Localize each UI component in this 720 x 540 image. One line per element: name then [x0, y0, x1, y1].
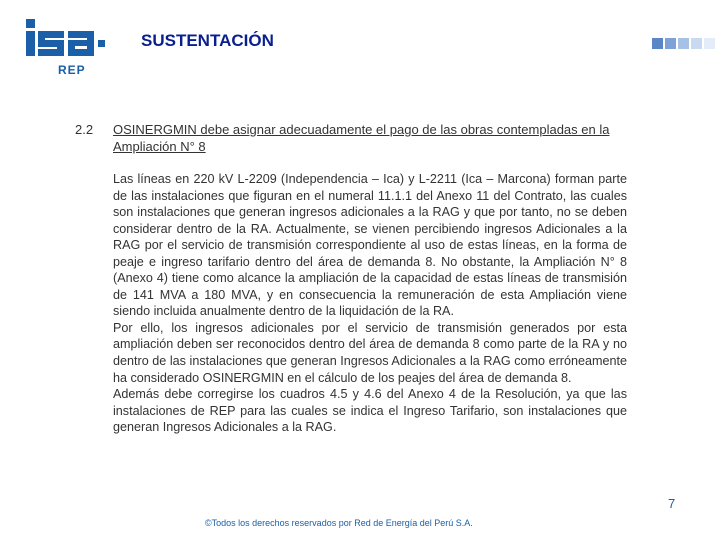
paragraph-2: Por ello, los ingresos adicionales por el servicio de transmisión generados por esta ampliación deben ser reconocidos dentro del área de demanda 8 como parte de la RA y no dentro de las instalaciones que generan Ingresos Adicionales a la RAG como erróneamente ha considerado OSINERGMIN en el cálculo de los peajes del área de demanda 8.	[113, 320, 627, 385]
square-4	[691, 38, 702, 49]
logo-subtext: REP	[58, 63, 86, 77]
section-title: OSINERGMIN debe asignar adecuadamente el pago de las obras contempladas en la Ampliación N° 8	[113, 122, 610, 154]
body-text	[113, 171, 627, 436]
square-2	[665, 38, 676, 49]
decorative-squares	[652, 38, 715, 49]
square-1	[652, 38, 663, 49]
square-5	[704, 38, 715, 49]
section-number: 2.2	[75, 122, 94, 137]
paragraph-1: Las líneas en 220 kV L-2209 (Independencia – Ica) y L-2211 (Ica – Marcona) forman parte de las instalaciones que figuran en el numeral 11.1.1 del Anexo 11 del Contrato, las cuales son instalaciones que generan ingresos adicionales a la RAG y que por tanto, no se deben considerar dentro de la RA. Actualmente, se vienen percibiendo ingresos Adicionales a la RAG por el servicio de transmisión correspondiente al uso de estas líneas, en la forma de peaje e ingreso tarifario dentro del área de demanda 8. No obstante, la Ampliación N° 8 (Anexo 4) tiene como alcance la ampliación de la capacidad de estas líneas de transmisión de 141 MVA a 180 MVA, y en consecuencia la remuneración de esta Ampliación viene siendo incluida anualmente dentro de la liquidación de la RA.	[113, 172, 627, 319]
paragraph-3: Además debe corregirse los cuadros 4.5 y 4.6 del Anexo 4 de la Resolución, ya que las instalaciones de REP para las cuales se indica el Ingreso Tarifario, son instalaciones que generan Ingresos Adicionales a la RAG.	[113, 387, 627, 435]
isa-wordmark-icon	[24, 16, 116, 60]
copyright-footer: ©Todos los derechos reservados por Red de Energía del Perú S.A.	[205, 518, 473, 528]
slide-title: SUSTENTACIÓN	[141, 31, 274, 50]
page-number: 7	[668, 496, 676, 511]
square-3	[678, 38, 689, 49]
